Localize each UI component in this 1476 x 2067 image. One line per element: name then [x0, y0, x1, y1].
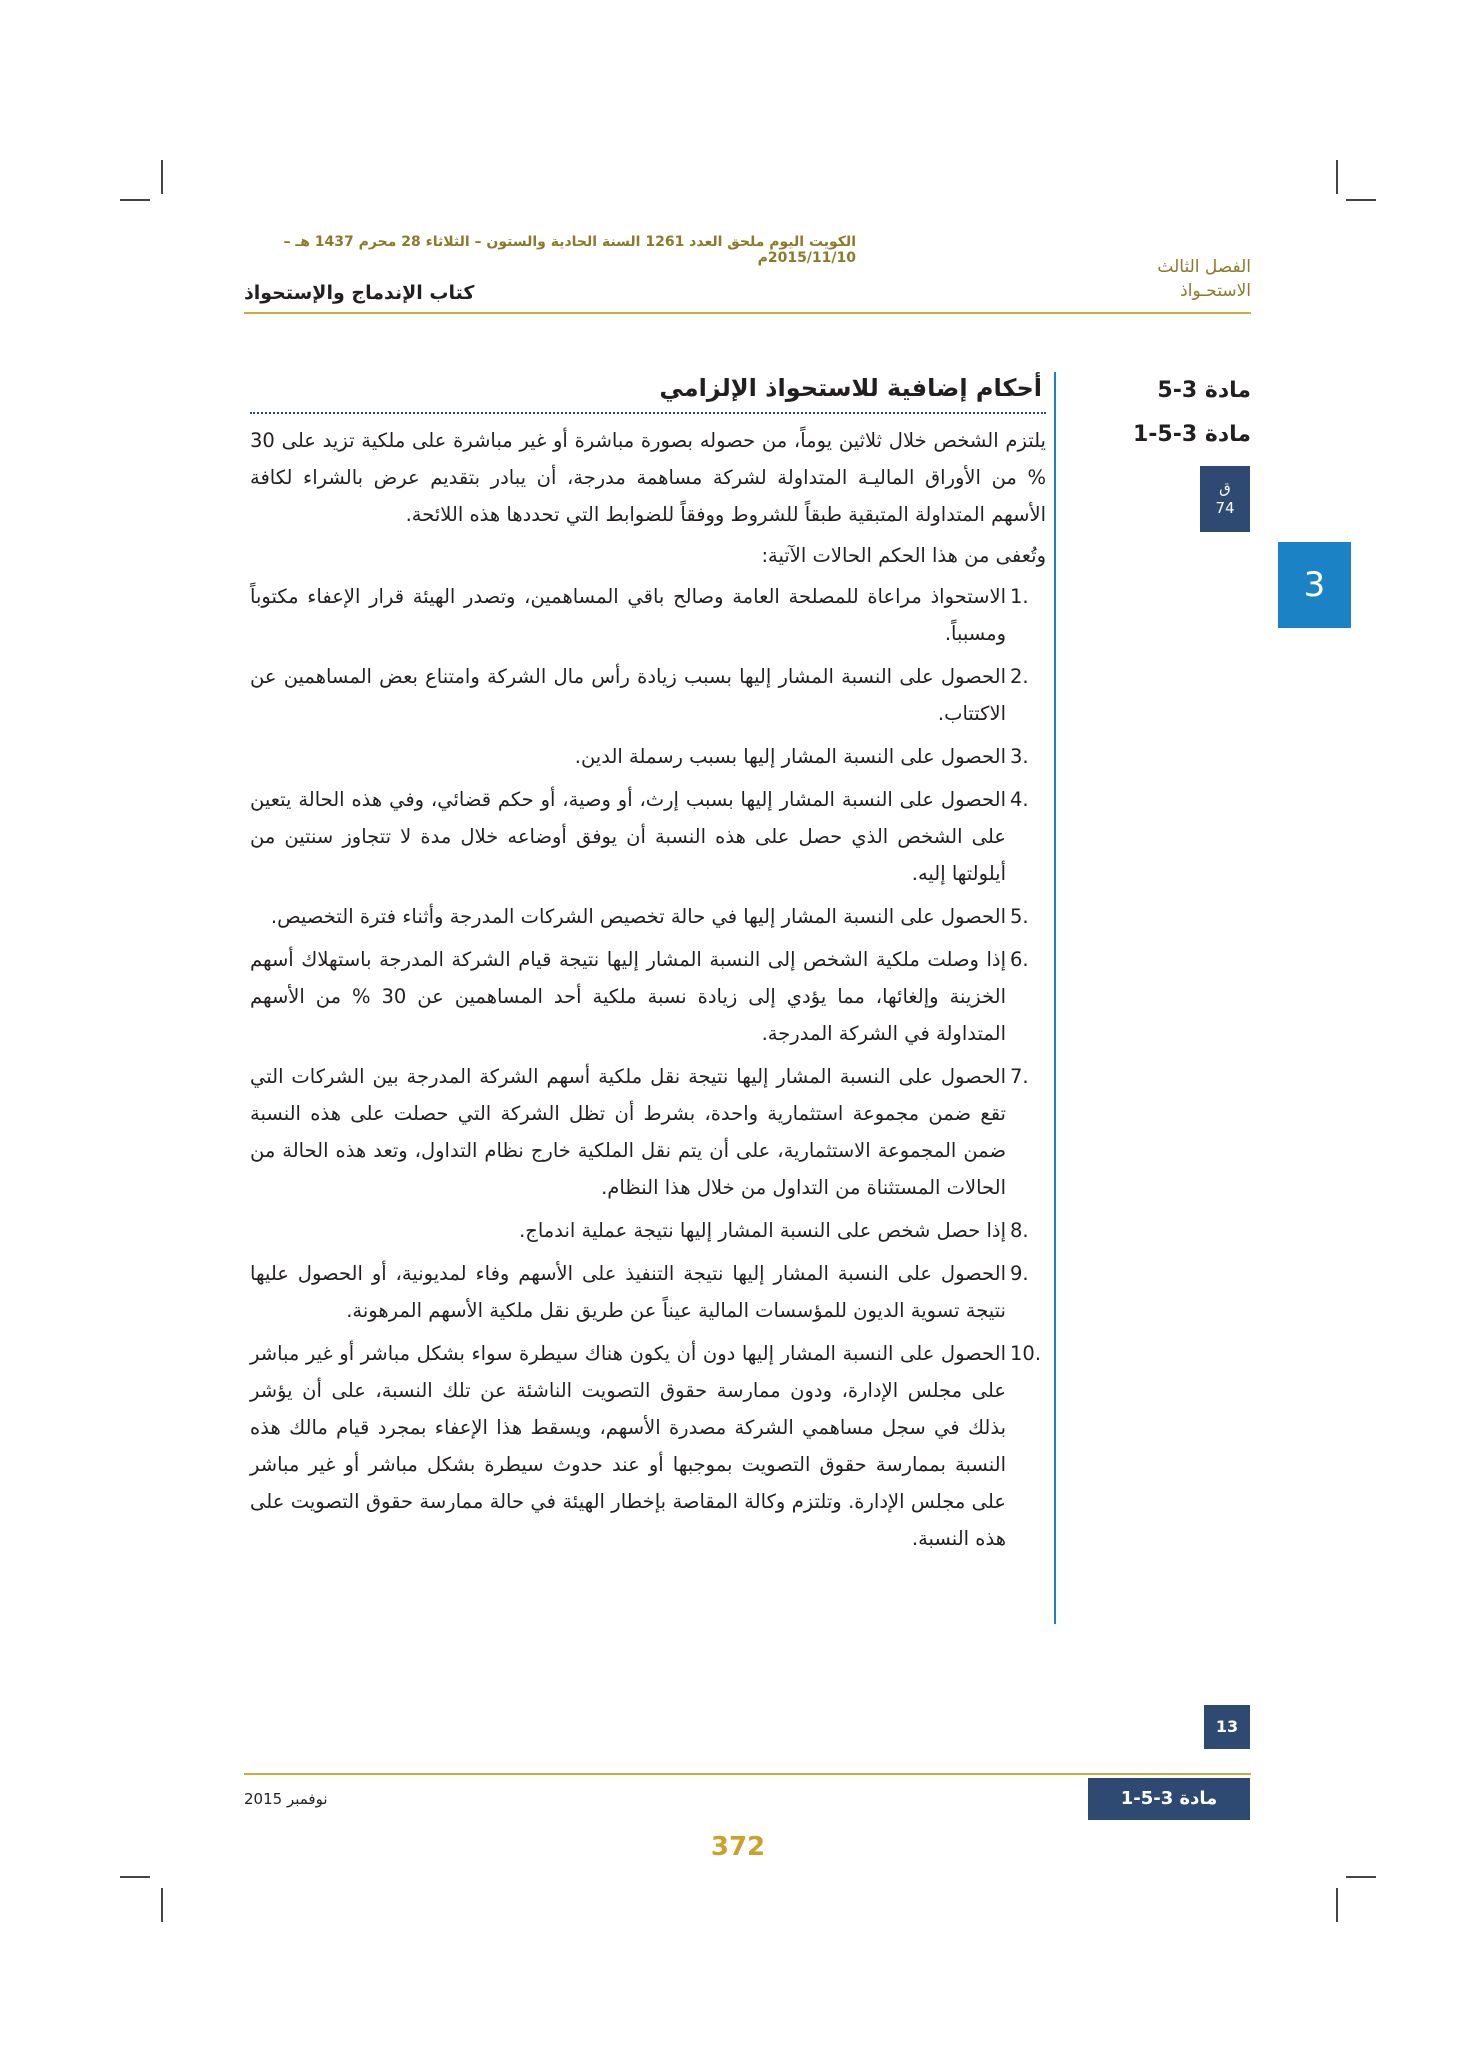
list-item — [250, 1255, 1046, 1329]
chapter-subtitle: الاستحـواذ — [1180, 281, 1251, 301]
item-text: الحصول على النسبة المشار إليها في حالة تخصيص الشركات المدرجة وأثناء فترة التخصيص. — [270, 905, 1006, 928]
item-number: 5. — [1010, 905, 1029, 928]
exemptions-list — [250, 578, 1046, 1557]
article-paragraph: يلتزم الشخص خلال ثلاثين يوماً، من حصوله بصورة مباشرة أو غير مباشرة على ملكية تزيد على 30 % من الأوراق الماليـة المتداولة لشركة مساهمة مدرجة، أن يبادر بتقديم عرض بالشراء لكافة الأسهم المتداولة المتبقية طبقاً للشروط ووفقاً للضوابط التي تحددها هذه اللائحة. — [250, 429, 1046, 526]
item-number: 8. — [1010, 1219, 1029, 1242]
list-item — [250, 658, 1046, 732]
item-text: إذا وصلت ملكية الشخص إلى النسبة المشار إليها نتيجة قيام الشركة المدرجة باستهلاك أسهم الخزينة وإلغائها، مما يؤدي إلى زيادة نسبة ملكية أحد المساهمين عن 30 % من الأسهم المتداولة في الشركة المدرجة. — [250, 948, 1006, 1045]
item-text: الاستحواذ مراعاة للمصلحة العامة وصالح باقي المساهمين، وتصدر الهيئة قرار الإعفاء مكتوباً ومسبباً. — [250, 585, 1006, 645]
item-number: 1. — [1010, 585, 1029, 608]
item-number: 7. — [1010, 1065, 1029, 1088]
footer-date: نوفمبر 2015 — [244, 1790, 328, 1808]
list-item — [250, 1335, 1046, 1557]
list-item — [250, 738, 1046, 775]
page-number: 372 — [710, 1832, 766, 1862]
list-item — [250, 898, 1046, 935]
chapter-page-badge: 13 — [1204, 1705, 1250, 1749]
rule-reference-label: ق — [1219, 479, 1231, 497]
rule-reference-value: 74 — [1215, 499, 1235, 517]
item-text: الحصول على النسبة المشار إليها بسبب زيادة رأس مال الشركة وامتناع بعض المساهمين عن الاكتتاب. — [250, 665, 1006, 725]
crop-mark — [120, 199, 150, 201]
list-item — [250, 941, 1046, 1052]
list-item — [250, 781, 1046, 892]
item-text: الحصول على النسبة المشار إليها دون أن يكون هناك سيطرة سواء بشكل مباشر أو غير مباشر على مجلس الإدارة، ودون ممارسة حقوق التصويت الناشئة عن تلك النسبة، على أن يؤشر بذلك في سجل مساهمي الشركة مصدرة الأسهم، ويسقط هذا الإعفاء بمجرد قيام مالك هذه النسبة بممارسة حقوق التصويت بموجبها أو عند حدوث سيطرة بشكل مباشر أو غير مباشر على مجلس الإدارة. وتلتزم وكالة المقاصة بإخطار الهيئة في حالة ممارسة حقوق التصويت على هذه النسبة. — [250, 1342, 1006, 1550]
item-text: إذا حصل شخص على النسبة المشار إليها نتيجة عملية اندماج. — [519, 1219, 1006, 1242]
gazette-header-line: الكويت اليوم ملحق العدد 1261 السنة الحادية والستون – الثلاثاء 28 محرم 1437 هـ – 2015/11/10م — [283, 234, 856, 266]
footer-article-label: مادة 3-5-1 — [1088, 1778, 1250, 1820]
item-text: الحصول على النسبة المشار إليها بسبب رسملة الدين. — [574, 745, 1006, 768]
crop-mark — [1336, 1888, 1338, 1922]
chapter-tab[interactable]: 3 — [1278, 542, 1351, 628]
section-title: أحكام إضافية للاستحواذ الإلزامي — [250, 374, 1046, 414]
chapter-title: الفصل الثالث — [1157, 257, 1251, 277]
crop-mark — [1346, 1876, 1376, 1878]
item-number: 2. — [1010, 665, 1029, 688]
article-content — [250, 374, 1046, 1563]
crop-mark — [161, 1888, 163, 1922]
book-title: كتاب الإندماج والإستحواذ — [244, 282, 475, 304]
footer-divider — [244, 1773, 1251, 1775]
item-number: 3. — [1010, 745, 1029, 768]
item-text: الحصول على النسبة المشار إليها نتيجة نقل ملكية أسهم الشركة المدرجة بين الشركات التي تقع ضمن مجموعة استثمارية واحدة، بشرط أن تظل الشركة التي حصلت على هذه النسبة ضمن المجموعة الاستثمارية، على أن يتم نقل الملكية خارج نظام التداول، وتعد هذه الحالة من الحالات المستثناة من التداول من خلال هذا النظام. — [250, 1065, 1006, 1199]
crop-mark — [1336, 160, 1338, 194]
column-divider — [1054, 372, 1056, 1624]
article-number-sub: مادة 3-5-1 — [1132, 422, 1251, 447]
chapter-heading — [1157, 255, 1251, 303]
item-number: 9. — [1010, 1262, 1029, 1285]
item-number: 6. — [1010, 948, 1029, 971]
item-number: 10. — [1010, 1342, 1042, 1365]
item-text: الحصول على النسبة المشار إليها نتيجة التنفيذ على الأسهم وفاء لمديونية، أو الحصول عليها نتيجة تسوية الديون للمؤسسات المالية عيناً عن طريق نقل ملكية الأسهم المرهونة. — [250, 1262, 1006, 1322]
item-number: 4. — [1010, 788, 1029, 811]
item-text: الحصول على النسبة المشار إليها بسبب إرث، أو وصية، أو حكم قضائي، وفي هذه الحالة يتعين على الشخص الذي حصل على هذه النسبة أن يوفق أوضاعه خلال مدة لا تتجاوز سنتين من أيلولتها إليه. — [250, 788, 1006, 885]
exemptions-intro: وتُعفى من هذا الحكم الحالات الآتية: — [761, 544, 1046, 567]
article-number-main: مادة 3-5 — [1157, 378, 1251, 403]
rule-reference-box — [1200, 466, 1250, 532]
crop-mark — [161, 160, 163, 194]
list-item — [250, 1212, 1046, 1249]
list-item — [250, 578, 1046, 652]
crop-mark — [120, 1876, 150, 1878]
header-divider — [244, 312, 1251, 314]
crop-mark — [1346, 199, 1376, 201]
list-item — [250, 1058, 1046, 1206]
